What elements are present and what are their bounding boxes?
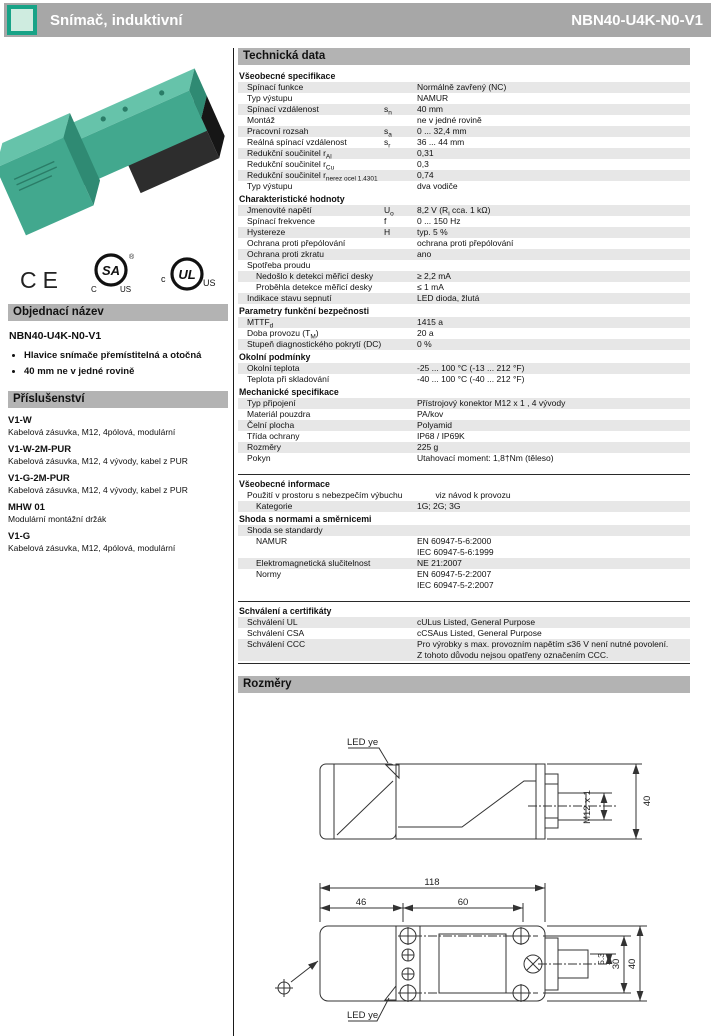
spec-row xyxy=(238,363,690,374)
spec-symbol xyxy=(384,442,417,453)
spec-symbol xyxy=(384,420,417,431)
ordering-product-name: NBN40-U4K-N0-V1 xyxy=(9,330,102,342)
spec-value xyxy=(435,490,690,501)
spec-label: Shoda se standardy xyxy=(247,525,323,535)
spec-section-title: Mechanické specifikace xyxy=(239,387,339,397)
ordering-bullets xyxy=(8,350,228,379)
spec-label: Čelní plocha xyxy=(247,420,295,430)
spec-symbol xyxy=(384,317,417,328)
spec-label: Typ připojení xyxy=(247,398,296,408)
spec-value-line: PA/kov xyxy=(417,409,444,419)
certification-marks xyxy=(8,250,228,294)
spec-value xyxy=(417,398,690,409)
spec-value-line: Utahovací moment: 1,8†Nm (těleso) xyxy=(417,453,554,463)
part-number: NBN40-U4K-N0-V1 xyxy=(571,11,703,29)
spec-row xyxy=(238,453,690,464)
spec-label: Stupeň diagnostického pokrytí (DC) xyxy=(247,339,382,349)
spec-value-line: 225 g xyxy=(417,442,439,452)
spec-value xyxy=(417,126,690,137)
spec-row xyxy=(238,420,690,431)
spec-value xyxy=(417,525,690,536)
spec-section-title: Parametry funkční bezpečnosti xyxy=(239,306,370,316)
spec-value xyxy=(417,363,690,374)
spec-value-line: ne v jedné rovině xyxy=(417,115,482,125)
dim-118-label: 118 xyxy=(424,877,440,888)
spec-symbol xyxy=(384,271,417,282)
spec-label: Redukční součinitel $r_{nerez ocel 1.4301}$ xyxy=(247,170,378,183)
led-indicator-triangle xyxy=(386,765,399,778)
spec-row xyxy=(238,339,690,350)
spec-row xyxy=(238,293,690,304)
spec-row xyxy=(238,628,690,639)
spec-row xyxy=(238,501,690,512)
spec-value-line: LED dioda, žlutá xyxy=(417,293,480,303)
ordering-bullet: • Hlavice snímače přemístitelná a otočná xyxy=(24,350,228,362)
spec-value-line: EN 60947-5-2:2007 xyxy=(417,569,492,579)
spec-value xyxy=(417,431,690,442)
spec-row xyxy=(238,525,690,536)
spec-label: NAMUR xyxy=(256,536,288,546)
spec-label: Schválení CCC xyxy=(247,639,306,649)
spec-symbol xyxy=(384,170,417,181)
accessory-item xyxy=(8,502,228,524)
spec-value xyxy=(417,216,690,227)
product-photo xyxy=(8,48,228,253)
spec-symbol xyxy=(384,293,417,304)
accessories-heading: Příslušenství xyxy=(8,391,228,408)
spec-value-line: dva vodiče xyxy=(417,181,458,191)
spec-value-line: IP68 / IP69K xyxy=(417,431,465,441)
accessories-list xyxy=(8,415,228,553)
spec-row xyxy=(238,617,690,628)
csa-c: C xyxy=(90,285,97,294)
accessory-desc: Kabelová zásuvka, M12, 4pólová, modulární xyxy=(8,542,176,553)
spec-symbol xyxy=(384,501,417,512)
spec-value-line: 0 ... 150 Hz xyxy=(417,216,461,226)
spec-label: Spínací funkce xyxy=(247,82,304,92)
ce-mark-icon: CE xyxy=(20,267,64,293)
spec-value-line: 20 a xyxy=(417,328,434,338)
spec-label: Jmenovité napětí xyxy=(247,205,312,215)
spec-row xyxy=(238,148,690,159)
spec-row xyxy=(238,205,690,216)
spec-value-line: NAMUR xyxy=(417,93,449,103)
spec-value xyxy=(417,639,690,661)
spec-symbol xyxy=(384,249,417,260)
spec-value xyxy=(417,328,690,339)
csa-monogram: SA xyxy=(101,263,120,278)
spec-section-title: Všeobecné specifikace xyxy=(239,71,336,81)
spec-symbol xyxy=(384,639,417,661)
spec-symbol xyxy=(384,115,417,126)
spec-value xyxy=(417,501,690,512)
spec-value xyxy=(417,137,690,148)
spec-symbol xyxy=(384,282,417,293)
document-title: Snímač, induktivní xyxy=(50,11,183,29)
csa-us: US xyxy=(119,285,132,294)
led-indicator-triangle-top xyxy=(385,986,396,1000)
spec-section-title: Okolní podmínky xyxy=(239,352,311,362)
spec-value xyxy=(417,238,690,249)
spec-label: Použití v prostoru s nebezpečím výbuchu xyxy=(247,490,403,500)
spec-label: Ochrana proti přepólování xyxy=(247,238,346,248)
tech-data-heading: Technická data xyxy=(238,48,690,65)
spec-section-title: Schválení a certifikáty xyxy=(239,606,332,616)
accessory-name: V1-G-2M-PUR xyxy=(8,472,70,484)
dimension-drawings xyxy=(238,721,690,1036)
spec-symbol xyxy=(384,569,417,591)
spec-symbol xyxy=(384,93,417,104)
spec-value xyxy=(417,317,690,328)
spec-label: Okolní teplota xyxy=(247,363,300,373)
spec-row xyxy=(238,490,690,501)
spec-value-line: cCSAus Listed, General Purpose xyxy=(417,628,542,638)
page-header xyxy=(4,3,711,37)
spec-value xyxy=(417,558,690,569)
spec-value-line: Přístrojový konektor M12 x 1 , 4 vývody xyxy=(417,398,566,408)
spec-symbol xyxy=(384,374,417,385)
spec-row xyxy=(238,82,690,93)
accessory-item xyxy=(8,531,228,553)
sensor-body-outline xyxy=(396,764,545,839)
spec-value-line: ochrana proti přepólování xyxy=(417,238,514,248)
dim-40-side-label: 40 xyxy=(642,795,653,807)
spec-row xyxy=(238,216,690,227)
accessory-item xyxy=(8,444,228,466)
spec-value-line: IEC 60947-5-6:1999 xyxy=(417,547,494,557)
spec-symbol xyxy=(384,181,417,192)
spec-symbol xyxy=(384,148,417,159)
dim-53-label: 5.3 xyxy=(596,953,606,965)
spec-label: Spotřeba proudu xyxy=(247,260,311,270)
spec-label: Redukční součinitel $r_{Al}$ xyxy=(247,148,332,161)
tech-table xyxy=(238,69,690,664)
dim-40-top-label: 40 xyxy=(627,958,638,970)
ul-monogram: UL xyxy=(178,267,196,282)
dimensions-heading: Rozměry xyxy=(238,676,690,693)
side-view-drawing xyxy=(238,721,690,873)
spec-value xyxy=(417,420,690,431)
spec-value xyxy=(417,260,690,271)
spec-value-line: 0 ... 32,4 mm xyxy=(417,126,467,136)
spec-row xyxy=(238,558,690,569)
spec-symbol xyxy=(384,363,417,374)
spec-label: Rozměry xyxy=(247,442,282,452)
brand-logo-icon xyxy=(7,5,37,35)
spec-label: Spínací vzdálenost xyxy=(247,104,319,114)
spec-value-line: viz návod k provozu xyxy=(435,490,511,500)
spec-label: Pracovní rozsah xyxy=(247,126,309,136)
spec-value xyxy=(417,249,690,260)
spec-symbol xyxy=(384,339,417,350)
spec-value xyxy=(417,104,690,115)
top-view-drawing xyxy=(238,876,690,1036)
spec-label: Normy xyxy=(256,569,282,579)
spec-symbol xyxy=(384,82,417,93)
spec-row xyxy=(238,170,690,181)
spec-label: Redukční součinitel $r_{Cu}$ xyxy=(247,159,335,172)
spec-label: Pokyn xyxy=(247,453,271,463)
spec-row xyxy=(238,374,690,385)
spec-value-line: ≥ 2,2 mA xyxy=(417,271,451,281)
spec-value xyxy=(417,569,690,591)
thread-size-label: M12 x 1 xyxy=(582,790,593,824)
spec-value xyxy=(417,617,690,628)
spec-value xyxy=(417,205,690,216)
spec-symbol xyxy=(384,260,417,271)
led-label-top: LED ye xyxy=(347,1010,379,1021)
spec-value xyxy=(417,293,690,304)
spec-label: Schválení CSA xyxy=(247,628,305,638)
spec-symbol: f xyxy=(384,216,387,226)
spec-symbol xyxy=(384,159,417,170)
spec-row xyxy=(238,271,690,282)
spec-value-line: 0 % xyxy=(417,339,432,349)
spec-symbol: $s_r$ xyxy=(384,137,391,150)
spec-value xyxy=(417,282,690,293)
spec-row xyxy=(238,536,690,558)
accessory-name: V1-W xyxy=(8,414,32,426)
spec-symbol xyxy=(384,409,417,420)
spec-symbol xyxy=(384,398,417,409)
spec-row xyxy=(238,260,690,271)
accessory-name: V1-W-2M-PUR xyxy=(8,443,72,455)
spec-row xyxy=(238,126,690,137)
spec-symbol xyxy=(384,431,417,442)
spec-label: Typ výstupu xyxy=(247,93,293,103)
spec-row xyxy=(238,249,690,260)
spec-label: Doba provozu $(T_M)$ xyxy=(247,328,319,341)
spec-value xyxy=(417,271,690,282)
tech-block xyxy=(238,601,690,664)
spec-row xyxy=(238,104,690,115)
spec-label: Kategorie xyxy=(256,501,293,511)
spec-section-title: Shoda s normami a směrnicemi xyxy=(239,514,372,524)
spec-symbol xyxy=(384,525,417,536)
spec-value-line: Polyamid xyxy=(417,420,452,430)
spec-value xyxy=(417,181,690,192)
spec-label: Nedošlo k detekci měřicí desky xyxy=(256,271,374,281)
accessory-desc: Modulární montážní držák xyxy=(8,513,107,524)
spec-row xyxy=(238,639,690,661)
ul-us: US xyxy=(202,278,216,288)
spec-value xyxy=(417,115,690,126)
spec-value-line: -25 ... 100 °C (-13 ... 212 °F) xyxy=(417,363,525,373)
spec-value xyxy=(417,339,690,350)
spec-value xyxy=(417,170,690,181)
spec-row xyxy=(238,431,690,442)
spec-label: Indikace stavu sepnutí xyxy=(247,293,332,303)
spec-value-line: -40 ... 100 °C (-40 ... 212 °F) xyxy=(417,374,525,384)
accessory-name: V1-G xyxy=(8,530,31,542)
spec-value-line: IEC 60947-5-2:2007 xyxy=(417,580,494,590)
spec-symbol: H xyxy=(384,227,391,237)
spec-label: Schválení UL xyxy=(247,617,298,627)
spec-symbol xyxy=(384,328,417,339)
spec-label: Proběhla detekce měřicí desky xyxy=(256,282,373,292)
spec-label: Spínací frekvence xyxy=(247,216,316,226)
spec-value-line: Pro výrobky s max. provozním napětím ≤36 V není nutné povolení. xyxy=(417,639,669,649)
accessory-desc: Kabelová zásuvka, M12, 4 vývody, kabel z PUR xyxy=(8,484,188,495)
spec-value-line: EN 60947-5-6:2000 xyxy=(417,536,492,546)
spec-value-line: 0,3 xyxy=(417,159,429,169)
spec-symbol xyxy=(384,558,417,569)
spec-value xyxy=(417,93,690,104)
spec-symbol xyxy=(384,453,417,464)
spec-row xyxy=(238,238,690,249)
spec-label: Třída ochrany xyxy=(247,431,300,441)
spec-symbol xyxy=(384,536,417,558)
spec-label: $MTTF_d$ xyxy=(247,317,274,330)
ul-mark-icon xyxy=(160,254,216,294)
spec-symbol xyxy=(384,238,417,249)
spec-label: Typ výstupu xyxy=(247,181,293,191)
spec-row xyxy=(238,317,690,328)
spec-row xyxy=(238,282,690,293)
spec-value-line: cULus Listed, General Purpose xyxy=(417,617,536,627)
spec-value-line: 0,74 xyxy=(417,170,434,180)
csa-mark-icon xyxy=(88,250,136,294)
sensor-head-outline xyxy=(320,764,396,839)
ordering-bullet: • 40 mm ne v jedné rovině xyxy=(24,366,228,378)
spec-row xyxy=(238,328,690,339)
spec-section-title: Všeobecné informace xyxy=(239,479,330,489)
ul-c: c xyxy=(160,274,166,284)
spec-value xyxy=(417,148,690,159)
spec-value-line: NE 21:2007 xyxy=(417,558,462,568)
spec-value xyxy=(417,536,690,558)
product-photo-block xyxy=(8,48,228,304)
spec-label: Materiál pouzdra xyxy=(247,409,311,419)
accessory-item xyxy=(8,415,228,437)
spec-symbol: $s_a$ xyxy=(384,126,392,139)
spec-row xyxy=(238,181,690,192)
dim-46-label: 46 xyxy=(355,897,367,908)
spec-row xyxy=(238,398,690,409)
accessory-name: MHW 01 xyxy=(8,501,45,513)
spec-symbol: $s_n$ xyxy=(384,104,392,117)
spec-value-line: 0,31 xyxy=(417,148,434,158)
spec-value-line: ano xyxy=(417,249,432,259)
spec-row xyxy=(238,409,690,420)
dim-60-label: 60 xyxy=(457,897,469,908)
spec-value xyxy=(417,409,690,420)
spec-value-line: 40 mm xyxy=(417,104,443,114)
spec-value xyxy=(417,628,690,639)
spec-row xyxy=(238,442,690,453)
spec-value-line: 36 ... 44 mm xyxy=(417,137,465,147)
tech-block xyxy=(238,69,690,464)
spec-row xyxy=(238,227,690,238)
right-column xyxy=(233,48,690,1036)
accessory-desc: Kabelová zásuvka, M12, 4 vývody, kabel z PUR xyxy=(8,455,188,466)
spec-symbol xyxy=(384,617,417,628)
spec-value-line: Normálně zavřený (NC) xyxy=(417,82,507,92)
spec-row xyxy=(238,115,690,126)
csa-registered: ® xyxy=(128,254,135,261)
spec-label: Teplota při skladování xyxy=(247,374,330,384)
dim-30-label: 30 xyxy=(611,958,622,970)
spec-value-line: 1G; 2G; 3G xyxy=(417,501,461,511)
tech-block xyxy=(238,474,690,591)
spec-value xyxy=(417,442,690,453)
spec-value-line: Z tohoto důvodu nejsou opatřeny označením CCC. xyxy=(417,650,609,660)
spec-label: Montáž xyxy=(247,115,275,125)
ordering-heading: Objednací název xyxy=(8,304,228,321)
spec-value xyxy=(417,374,690,385)
led-label-side: LED ye xyxy=(347,737,379,748)
spec-value xyxy=(417,453,690,464)
spec-value xyxy=(417,82,690,93)
active-face-outline xyxy=(439,934,506,993)
spec-label: Elektromagnetická slučitelnost xyxy=(256,558,371,568)
spec-value-line: 1415 a xyxy=(417,317,443,327)
spec-symbol xyxy=(384,628,417,639)
spec-value-line: ≤ 1 mA xyxy=(417,282,444,292)
spec-label: Hystereze xyxy=(247,227,286,237)
spec-label: Reálná spínací vzdálenost xyxy=(247,137,347,147)
spec-label: Ochrana proti zkratu xyxy=(247,249,325,259)
spec-value xyxy=(417,227,690,238)
spec-value xyxy=(417,159,690,170)
sensor-top-outline xyxy=(320,926,545,1001)
accessory-item xyxy=(8,473,228,495)
spec-row xyxy=(238,93,690,104)
accessory-desc: Kabelová zásuvka, M12, 4pólová, modulární xyxy=(8,426,176,437)
spec-symbol xyxy=(402,490,435,501)
spec-row xyxy=(238,159,690,170)
spec-symbol: $U_o$ xyxy=(384,205,394,218)
spec-section-title: Charakteristické hodnoty xyxy=(239,194,345,204)
spec-value-line: 8,2 V ($R_i$ cca. 1 kΩ) xyxy=(417,205,491,218)
spec-value-line: typ. 5 % xyxy=(417,227,448,237)
spec-row xyxy=(238,137,690,148)
left-column xyxy=(8,48,228,553)
spec-row xyxy=(238,569,690,591)
